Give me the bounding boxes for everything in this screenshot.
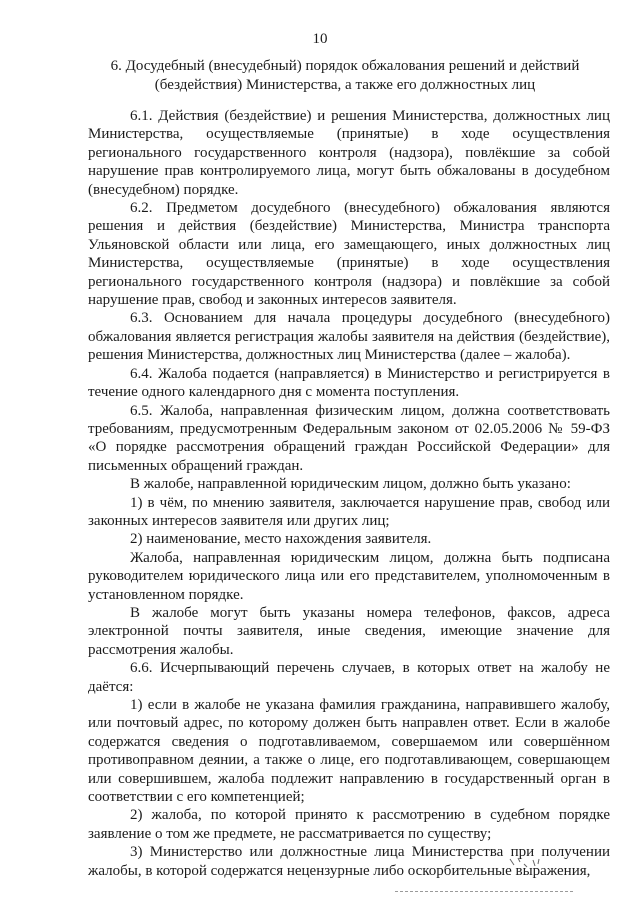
section-heading: 6. Досудебный (внесудебный) порядок обжалования решений и действий (бездействия) Министерства, а также его должностных лиц (110, 58, 580, 93)
handwritten-marks (508, 855, 548, 879)
paragraph-signature-requirement: Жалоба, направленная юридическим лицом, должна быть подписана руководителем юридического лица или его представителем, уполномоченным в установленном порядке. (88, 549, 610, 603)
paragraph-legal-entity-item-1: 1) в чём, по мнению заявителя, заключается нарушение прав, свобод или законных интересов заявителя или других лиц; (88, 494, 610, 529)
paragraph-6-2: 6.2. Предметом досудебного (внесудебного) обжалования являются решения и действия (бездействие) Министерства, Министра транспорта Ульяновской области или лица, его замещающего, иных должностных лиц Министерства, осуществляемые (принятые) в ходе осуществления регионального государственного контроля (надзора) и повлёкшие за собой нарушение прав, свобод и законных интересов заявителя. (88, 200, 610, 309)
paragraph-case-2: 2) жалоба, по которой принято к рассмотрению в судебном порядке заявление о том же предмете, не рассматривается по существу; (88, 807, 610, 842)
paragraph-case-3: 3) Министерство или должностные лица Министерства при получении жалобы, в которой содержатся нецензурные либо оскорбительные выражения, (88, 844, 610, 879)
paragraph-6-6: 6.6. Исчерпывающий перечень случаев, в которых ответ на жалобу не даётся: (88, 660, 610, 695)
body-text (88, 107, 610, 880)
paragraph-legal-entity-intro: В жалобе, направленной юридическим лицом, должно быть указано: (130, 476, 571, 493)
ink-marks-icon (508, 855, 548, 875)
paragraph-legal-entity-item-2: 2) наименование, место нахождения заявителя. (130, 531, 432, 548)
paragraph-case-1: 1) если в жалобе не указана фамилия гражданина, направившего жалобу, или почтовый адрес, по которому должен быть направлен ответ. Если в жалобе содержатся сведения о подготавливаемом, совершаемом или совершённом противоправном деянии, а также о лице, его подготавливающем, совершающем или совершившем, жалоба подлежит направлению в государственный орган в соответствии с его компетенцией; (88, 697, 610, 806)
scan-artifact-line (395, 890, 575, 893)
page-number: 10 (312, 31, 328, 47)
paragraph-6-3: 6.3. Основанием для начала процедуры досудебного (внесудебного) обжалования является регистрация жалобы заявителя на действия (бездействие), решения Министерства, должностных лиц Министерства (далее – жалоба). (88, 310, 610, 364)
paragraph-6-5: 6.5. Жалоба, направленная физическим лицом, должна соответствовать требованиям, предусмотренным Федеральным законом от 02.05.2006 № 59-ФЗ «О порядке рассмотрения обращений граждан Российской Федерации» для письменных обращений граждан. (88, 402, 610, 474)
paragraph-6-4: 6.4. Жалоба подается (направляется) в Министерство и регистрируется в течение одного календарного дня с момента поступления. (88, 365, 610, 401)
paragraph-contact-details: В жалобе могут быть указаны номера телефонов, факсов, адреса электронной почты заявителя, иные сведения, имеющие значение для рассмотрения жалобы. (88, 604, 610, 658)
paragraph-6-1: 6.1. Действия (бездействие) и решения Министерства, должностных лиц Министерства, осуществляемые (принятые) в ходе осуществления регионального государственного контроля (надзора), повлёкшие за собой нарушение прав контролируемого лица, могут быть обжалованы в досудебном (внесудебном) порядке. (88, 108, 610, 198)
